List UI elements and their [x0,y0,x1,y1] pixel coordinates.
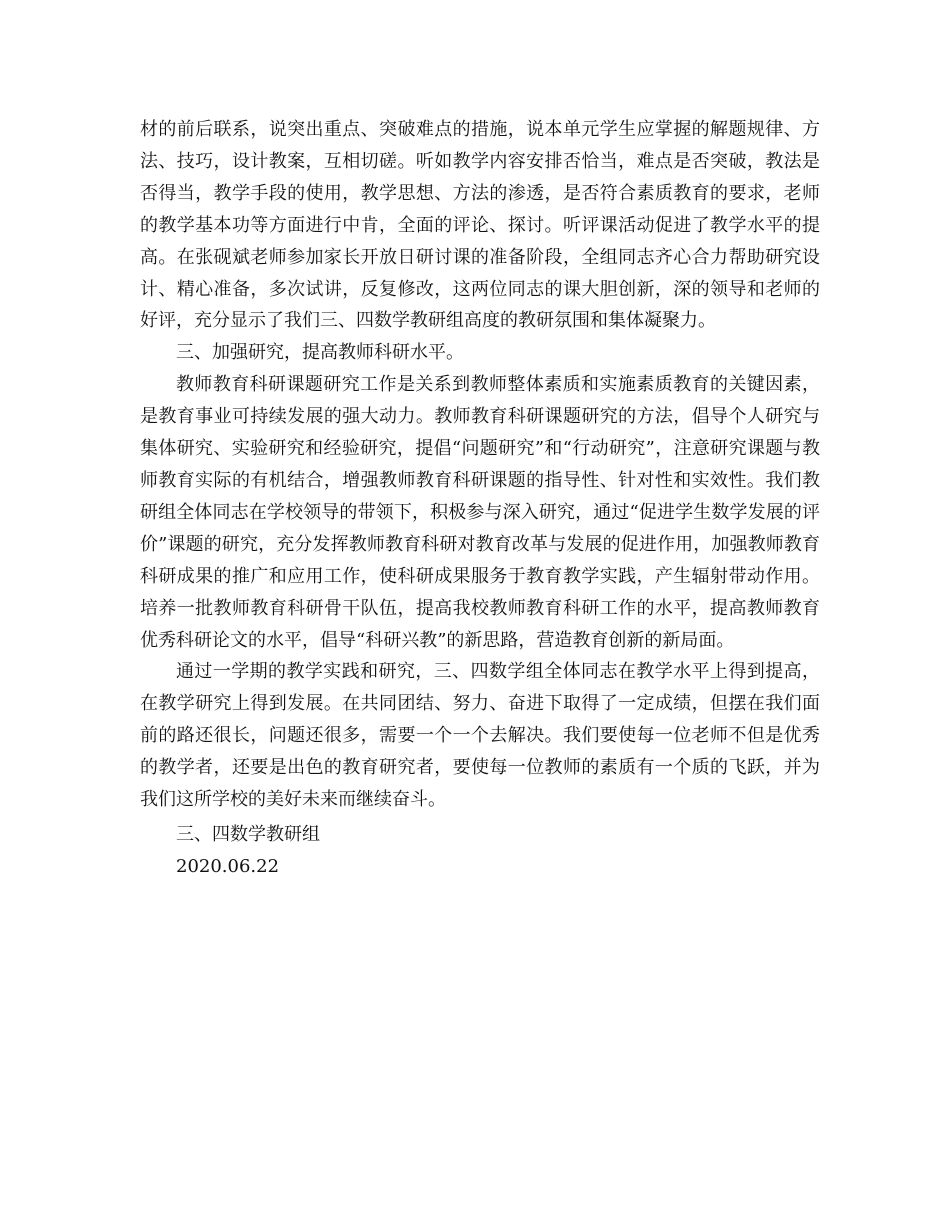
body-paragraph: 通过一学期的教学实践和研究，三、四数学组全体同志在教学水平上得到提高，在教学研究上得到发展。在共同团结、努力、奋进下取得了一定成绩，但摆在我们面前的路还很长，问题还很多，需要一个一个去解决。我们要使每一位老师不但是优秀的教学者，还要是出色的教育研究者，要使每一位教师的素质有一个质的飞跃，并为我们这所学校的美好未来而继续奋斗。 [140,661,820,811]
body-paragraph: 教师教育科研课题研究工作是关系到教师整体素质和实施素质教育的关键因素，是教育事业可持续发展的强大动力。教师教育科研课题研究的方法，倡导个人研究与集体研究、实验研究和经验研究，提倡“问题研究”和“行动研究”，注意研究课题与教师教育实际的有机结合，增强教师教育科研课题的指导性、针对性和实效性。我们教研组全体同志在学校领导的带领下，积极参与深入研究，通过“促进学生数学发展的评价”课题的研究，充分发挥教师教育科研对教育改革与发展的促进作用，加强教师教育科研成果的推广和应用工作，使科研成果服务于教育教学实践，产生辐射带动作用。培养一批教师教育科研骨干队伍，提高我校教师教育科研工作的水平，提高教师教育优秀科研论文的水平，倡导“科研兴教”的新思路，营造教育创新的新局面。 [140,374,820,651]
signature-group: 三、四数学教研组 [176,823,320,845]
body-paragraph: 材的前后联系，说突出重点、突破难点的措施，说本单元学生应掌握的解题规律、方法、技巧，设计教案，互相切磋。听如教学内容安排否恰当，难点是否突破，教法是否得当，教学手段的使用，教学思想、方法的渗透，是否符合素质教育的要求，老师的教学基本功等方面进行中肯，全面的评论、探讨。听评课活动促进了教学水平的提高。在张砚斌老师参加家长开放日研讨课的准备阶段，全组同志齐心合力帮助研究设计、精心准备，多次试讲，反复修改，这两位同志的课大胆创新，深的领导和老师的好评，充分显示了我们三、四数学教研组高度的教研氛围和集体凝聚力。 [140,119,820,332]
signature-date: 2020.06.22 [176,855,280,877]
section-heading: 三、加强研究，提高教师科研水平。 [176,342,464,364]
document-page [140,114,820,883]
